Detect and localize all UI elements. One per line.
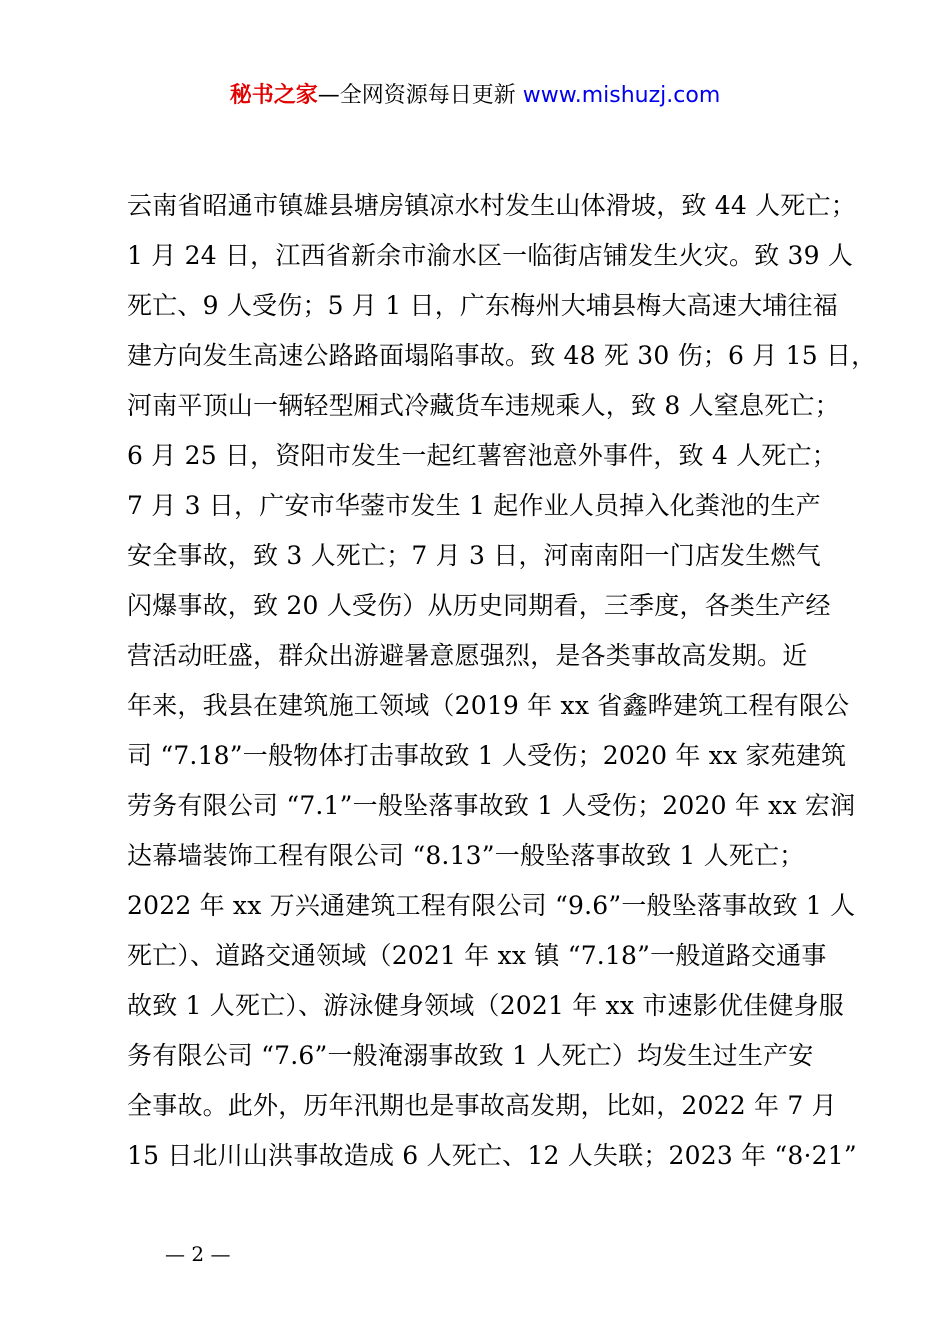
text-line: 云南省昭通市镇雄县塘房镇凉水村发生山体滑坡，致 44 人死亡； [127,191,856,220]
text-line: 年来，我县在建筑施工领域（2019 年 xx 省鑫晔建筑工程有限公 [127,691,850,720]
text-line: 建方向发生高速公路路面塌陷事故。致 48 死 30 伤；6 月 15 日， [127,341,877,370]
site-header [0,80,950,112]
site-url-link[interactable]: www.mishuzj.com [522,83,721,108]
text-line: 2022 年 xx 万兴通建筑工程有限公司 “9.6”一般坠落事故致 1 人 [127,891,856,920]
text-line: 6 月 25 日，资阳市发生一起红薯窖池意外事件，致 4 人死亡； [127,441,837,470]
text-line: 闪爆事故，致 20 人受伤）从历史同期看，三季度，各类生产经 [127,591,831,620]
text-line: 死亡）、道路交通领域（2021 年 xx 镇 “7.18”一般道路交通事 [127,941,827,970]
text-line: 安全事故，致 3 人死亡；7 月 3 日，河南南阳一门店发生燃气 [127,541,821,570]
text-line: 营活动旺盛，群众出游避暑意愿强烈，是各类事故高发期。近 [127,641,808,670]
text-line: 全事故。此外，历年汛期也是事故高发期，比如，2022 年 7 月 [127,1091,837,1120]
document-body [127,181,877,1181]
text-line: 死亡、9 人受伤；5 月 1 日，广东梅州大埔县梅大高速大埔往福 [127,291,838,320]
text-line: 1 月 24 日，江西省新余市渝水区一临街店铺发生火灾。致 39 人 [127,241,854,270]
page-number: — 2 — [165,1242,231,1266]
site-brand: 秘书之家 [229,83,318,108]
text-line: 司 “7.18”一般物体打击事故致 1 人受伤；2020 年 xx 家苑建筑 [127,741,847,770]
text-line: 务有限公司 “7.6”一般淹溺事故致 1 人死亡）均发生过生产安 [127,1041,814,1070]
text-line: 15 日北川山洪事故造成 6 人死亡、12 人失联；2023 年 “8·21” [127,1141,857,1170]
text-line: 达幕墙装饰工程有限公司 “8.13”一般坠落事故致 1 人死亡； [127,841,805,870]
text-line: 河南平顶山一辆轻型厢式冷藏货车违规乘人，致 8 人窒息死亡； [127,391,840,420]
text-line: 7 月 3 日，广安市华蓥市发生 1 起作业人员掉入化粪池的生产 [127,491,821,520]
text-line: 劳务有限公司 “7.1”一般坠落事故致 1 人受伤；2020 年 xx 宏润 [127,791,856,820]
text-line: 故致 1 人死亡）、游泳健身领域（2021 年 xx 市速影优佳健身服 [127,991,844,1020]
site-tagline: —全网资源每日更新 [317,83,516,108]
